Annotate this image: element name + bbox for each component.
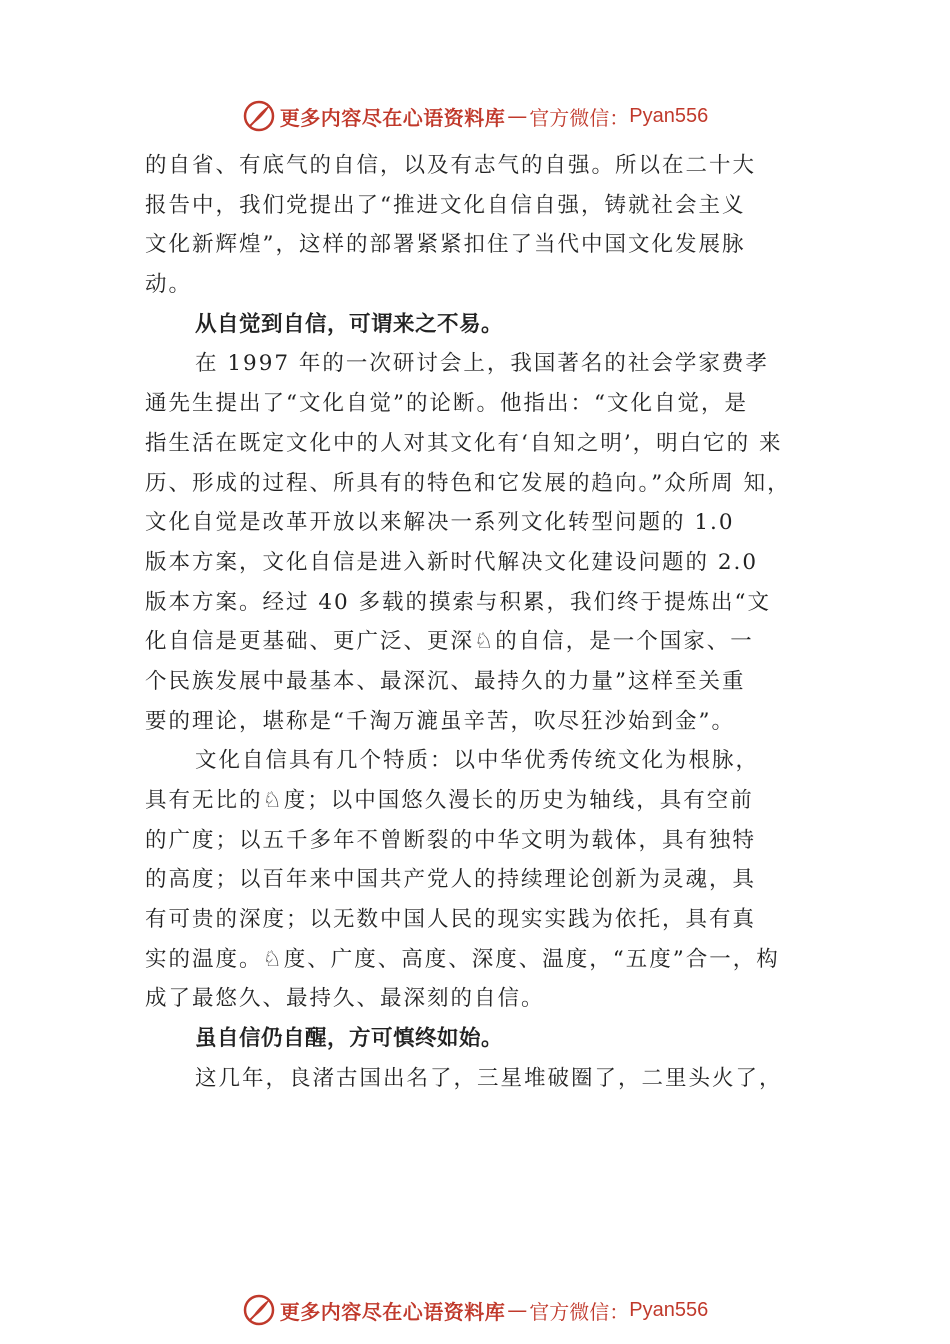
watermark-brand: 更多内容尽在心语资料库: [279, 105, 506, 130]
watermark-dash: —: [507, 1298, 528, 1322]
watermark-brand: 更多内容尽在心语资料库: [279, 1299, 506, 1324]
text-line: 成了最悠久、最持久、最深刻的自信。: [145, 986, 545, 1012]
text-line: 版本方案。经过 40 多载的摸索与积累，我们终于提炼出“文: [145, 589, 772, 615]
text-line: 报告中，我们党提出了“推进文化自信自强，铸就社会主义: [145, 192, 746, 218]
watermark-wechat-label: 官方微信：: [529, 105, 630, 130]
text-line: 动。: [145, 272, 193, 298]
text-line: 在 1997 年的一次研讨会上，我国著名的社会学家费孝: [195, 351, 769, 377]
section-heading: 从自觉到自信，可谓来之不易。: [195, 311, 504, 337]
text-line: 文化新辉煌”，这样的部署紧紧扣住了当代中国文化发展脉: [145, 232, 746, 258]
text-line: 文化自觉是改革开放以来解决一系列文化转型问题的 1.0: [145, 510, 735, 536]
feather-pen-icon: [242, 99, 276, 133]
text-line: 具有无比的♘度；以中国悠久漫长的历史为轴线，具有空前: [145, 788, 754, 813]
watermark-wechat-id: Pyan556: [629, 104, 709, 127]
text-line: 文化自信具有几个特质：以中华优秀传统文化为根脉，: [195, 748, 760, 774]
watermark-wechat-label: 官方微信：: [529, 1299, 630, 1324]
footer-watermark: [0, 1290, 950, 1330]
text-line: 版本方案，文化自信是进入新时代解决文化建设问题的 2.0: [145, 549, 759, 575]
text-line: 个民族发展中最基本、最深沉、最持久的力量”这样至关重: [145, 668, 746, 694]
watermark-wechat-id: Pyan556: [629, 1298, 709, 1321]
section-heading: 虽自信仍自醒，方可慎终如始。: [195, 1026, 504, 1052]
text-line: 的广度；以五千多年不曾断裂的中华文明为载体，具有独特: [145, 827, 757, 853]
header-watermark: [0, 96, 950, 136]
text-line: 化自信是更基础、更广泛、更深♘的自信，是一个国家、一: [145, 629, 754, 655]
text-line: 这几年，良渚古国出名了，三星堆破圈了，二里头火了，: [195, 1065, 783, 1091]
text-line: 的自省、有底气的自信，以及有志气的自强。所以在二十大: [145, 153, 757, 178]
text-line: 指生活在既定文化中的人对其文化有‘自知之明’，明白它的 来: [145, 430, 783, 456]
text-line: 有可贵的深度；以无数中国人民的现实实践为依托，具有真: [145, 907, 757, 933]
text-line: 历、形成的过程、所具有的特色和它发展的趋向。”众所周 知，: [145, 470, 791, 496]
document-body: [145, 146, 810, 1099]
watermark-dash: —: [507, 104, 528, 128]
feather-pen-icon: [242, 1293, 276, 1327]
text-line: 通先生提出了“文化自觉”的论断。他指出：“文化自觉，是: [145, 391, 748, 417]
text-line: 实的温度。♘度、广度、高度、深度、温度，“五度”合一，构: [145, 946, 780, 972]
text-line: 的高度；以百年来中国共产党人的持续理论创新为灵魂，具: [145, 867, 757, 893]
text-line: 要的理论，堪称是“千淘万漉虽辛苦，吹尽狂沙始到金”。: [145, 708, 735, 734]
